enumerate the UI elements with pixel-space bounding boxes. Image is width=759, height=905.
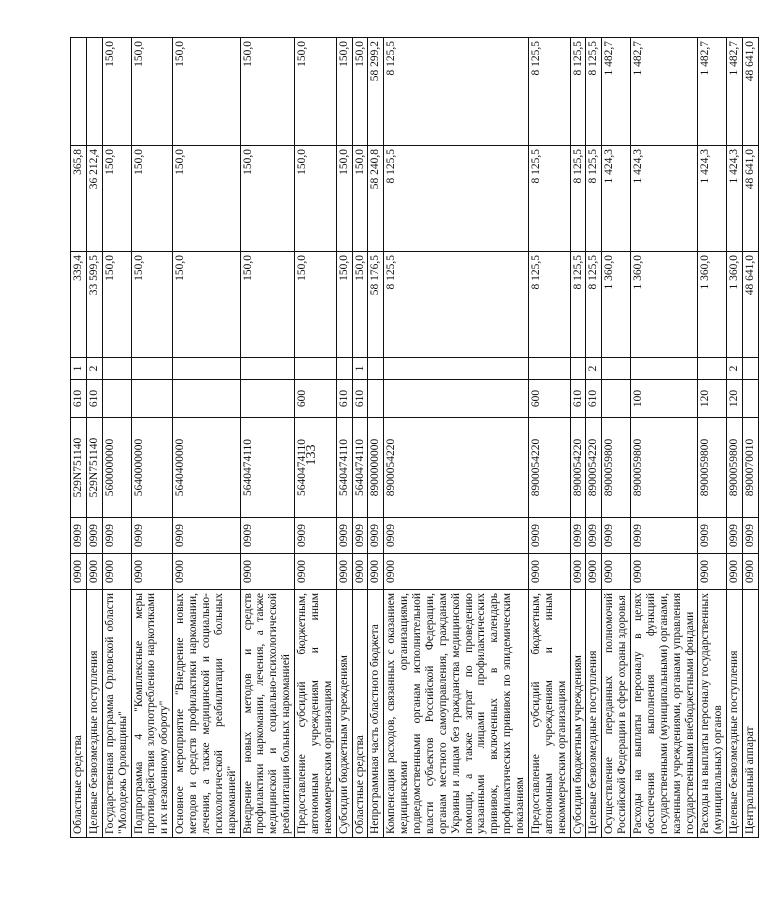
section-code: 0900 [295,554,337,590]
target-article-code: 8900059800 [727,418,743,518]
section-code: 0900 [240,554,295,590]
amount-year-3: 1 482,7 [602,38,631,146]
table-row [570,38,586,838]
amount-year-1: 150,0 [240,252,295,358]
target-article-code: 8900054220 [586,418,602,518]
expense-type-code: 120 [698,380,727,418]
source-code [131,358,173,380]
target-article-code: 5640474110 [336,418,352,518]
subsection-code: 0909 [352,518,368,554]
amount-year-2: 150,0 [102,146,131,252]
amount-year-2: 8 125,5 [586,146,602,252]
row-name: Предоставление субсидий бюджетным, автономным учреждениям и иным некоммерческим организациям [528,590,570,838]
amount-year-1: 150,0 [131,252,173,358]
page-number: 133 [304,444,319,466]
source-code: 2 [586,358,602,380]
row-name: Областные средства [352,590,368,838]
amount-year-3 [86,38,102,146]
subsection-code: 0909 [71,518,87,554]
amount-year-2: 1 424,3 [602,146,631,252]
expense-type-code: 610 [86,380,102,418]
amount-year-3: 48 641,0 [743,38,759,146]
expense-type-code [240,380,295,418]
expense-type-code [368,380,384,418]
amount-year-2: 1 424,3 [727,146,743,252]
subsection-code: 0909 [570,518,586,554]
amount-year-3: 150,0 [352,38,368,146]
subsection-code: 0909 [727,518,743,554]
section-code: 0900 [173,554,240,590]
amount-year-1: 150,0 [173,252,240,358]
subsection-code: 0909 [173,518,240,554]
source-code [528,358,570,380]
row-name: Осуществление переданных полномочий Российской Федерации в сфере охраны здоровья [602,590,631,838]
subsection-code: 0909 [368,518,384,554]
row-name: Областные средства [71,590,87,838]
amount-year-1: 150,0 [295,252,337,358]
amount-year-1: 8 125,5 [384,252,529,358]
table-row [743,38,759,838]
expense-type-code: 610 [352,380,368,418]
table-row [102,38,131,838]
target-article-code: 5640474110 [240,418,295,518]
amount-year-1: 339,4 [71,252,87,358]
table-row [368,38,384,838]
amount-year-1: 1 360,0 [602,252,631,358]
table-row [71,38,87,838]
target-article-code: 5600000000 [102,418,131,518]
table-row [698,38,727,838]
table-row [131,38,173,838]
source-code [240,358,295,380]
amount-year-2: 1 424,3 [631,146,698,252]
row-name: Компенсация расходов, связанных с оказанием медицинскими организациями, подведомственными органам исполнительной власти субъектов Российской Федерации, органам местного самоуправления, гражданам Украины и лицам без гражданства медицинской помощи, а также затрат по проведению указанными лицами профилактических прививок, включенных в календарь профилактических прививок по эпидемическим показаниям [384,590,529,838]
source-code [102,358,131,380]
amount-year-3: 58 299,2 [368,38,384,146]
section-code: 0900 [352,554,368,590]
rotated-table-container [70,38,756,838]
expense-type-code: 100 [631,380,698,418]
amount-year-1: 8 125,5 [586,252,602,358]
expense-type-code [384,380,529,418]
expense-type-code: 610 [586,380,602,418]
amount-year-2: 1 424,3 [698,146,727,252]
budget-table [70,37,759,838]
row-name: Непрограммная часть областного бюджета [368,590,384,838]
amount-year-1: 58 176,5 [368,252,384,358]
amount-year-3 [71,38,87,146]
source-code: 2 [86,358,102,380]
target-article-code: 8900059800 [602,418,631,518]
subsection-code: 0909 [698,518,727,554]
row-name: Основное мероприятие "Внедрение новых методов и средств профилактики наркомании, лечения, а также медицинской и социально-психологической реабилитации больных наркоманией" [173,590,240,838]
target-article-code: 5640400000 [173,418,240,518]
row-name: Расходы на выплаты персоналу в целях обеспечения выполнения функций государственными (муниципальными) органами, казенными учреждениями, органами управления государственными внебюджетными фондами [631,590,698,838]
expense-type-code: 120 [727,380,743,418]
row-name: Целевые безвозмездные поступления [86,590,102,838]
expense-type-code [743,380,759,418]
subsection-code: 0909 [240,518,295,554]
expense-type-code: 600 [528,380,570,418]
target-article-code: 8900070010 [743,418,759,518]
amount-year-3: 8 125,5 [570,38,586,146]
amount-year-2: 48 641,0 [743,146,759,252]
subsection-code: 0909 [631,518,698,554]
table-row [631,38,698,838]
amount-year-1: 150,0 [102,252,131,358]
source-code: 1 [352,358,368,380]
section-code: 0900 [727,554,743,590]
section-code: 0900 [71,554,87,590]
row-name: Целевые безвозмездные поступления [586,590,602,838]
expense-type-code: 610 [71,380,87,418]
section-code: 0900 [86,554,102,590]
source-code [295,358,337,380]
source-code [602,358,631,380]
amount-year-1: 33 599,5 [86,252,102,358]
source-code [631,358,698,380]
row-name: Внедрение новых методов и средств профилактики наркомании, лечения, а также медицинской и социально-психологической реабилитации больных наркоманией [240,590,295,838]
amount-year-3: 150,0 [240,38,295,146]
table-row [173,38,240,838]
source-code [384,358,529,380]
amount-year-1: 1 360,0 [698,252,727,358]
amount-year-2: 150,0 [295,146,337,252]
source-code [698,358,727,380]
table-row [336,38,352,838]
section-code: 0900 [336,554,352,590]
target-article-code: 8900059800 [698,418,727,518]
amount-year-1: 8 125,5 [570,252,586,358]
amount-year-3: 8 125,5 [586,38,602,146]
expense-type-code: 610 [570,380,586,418]
subsection-code: 0909 [602,518,631,554]
section-code: 0900 [528,554,570,590]
amount-year-3: 150,0 [173,38,240,146]
subsection-code: 0909 [384,518,529,554]
source-code [336,358,352,380]
row-name: Субсидии бюджетным учреждениям [570,590,586,838]
amount-year-3: 1 482,7 [727,38,743,146]
amount-year-3: 150,0 [295,38,337,146]
row-name: Расходы на выплаты персоналу государственных (муниципальных) органов [698,590,727,838]
section-code: 0900 [698,554,727,590]
subsection-code: 0909 [295,518,337,554]
source-code [743,358,759,380]
section-code: 0900 [570,554,586,590]
target-article-code: 8900054220 [528,418,570,518]
target-article-code: 8900000000 [368,418,384,518]
row-name: Центральный аппарат [743,590,759,838]
table-row [240,38,295,838]
table-row [727,38,743,838]
amount-year-1: 8 125,5 [528,252,570,358]
subsection-code: 0909 [131,518,173,554]
table-row [528,38,570,838]
row-name: Государственная программа Орловской области "Молодежь Орловщины" [102,590,131,838]
target-article-code: 529N751140 [71,418,87,518]
amount-year-3: 1 482,7 [698,38,727,146]
target-article-code: 5640474110 [295,418,337,518]
amount-year-2: 8 125,5 [570,146,586,252]
subsection-code: 0909 [528,518,570,554]
amount-year-1: 150,0 [336,252,352,358]
table-row [586,38,602,838]
section-code: 0900 [368,554,384,590]
target-article-code: 529N751140 [86,418,102,518]
expense-type-code [131,380,173,418]
target-article-code: 8900059800 [631,418,698,518]
source-code [570,358,586,380]
section-code: 0900 [384,554,529,590]
expense-type-code: 600 [295,380,337,418]
subsection-code: 0909 [336,518,352,554]
amount-year-3: 8 125,5 [528,38,570,146]
source-code: 1 [71,358,87,380]
amount-year-3: 1 482,7 [631,38,698,146]
amount-year-2: 150,0 [336,146,352,252]
amount-year-1: 1 360,0 [631,252,698,358]
source-code: 2 [727,358,743,380]
row-name: Субсидии бюджетным учреждениям [336,590,352,838]
source-code [173,358,240,380]
section-code: 0900 [631,554,698,590]
target-article-code: 8900054220 [570,418,586,518]
amount-year-2: 150,0 [173,146,240,252]
amount-year-2: 365,8 [71,146,87,252]
amount-year-2: 150,0 [240,146,295,252]
amount-year-1: 48 641,0 [743,252,759,358]
row-name: Подпрограмма 4 "Комплексные меры противодействия злоупотреблению наркотиками и их незаконному обороту" [131,590,173,838]
target-article-code: 5640474110 [352,418,368,518]
section-code: 0900 [743,554,759,590]
amount-year-2: 8 125,5 [528,146,570,252]
section-code: 0900 [586,554,602,590]
subsection-code: 0909 [743,518,759,554]
amount-year-3: 150,0 [102,38,131,146]
expense-type-code [102,380,131,418]
amount-year-1: 1 360,0 [727,252,743,358]
section-code: 0900 [102,554,131,590]
amount-year-3: 150,0 [131,38,173,146]
subsection-code: 0909 [586,518,602,554]
table-row [384,38,529,838]
amount-year-1: 150,0 [352,252,368,358]
target-article-code: 8900054220 [384,418,529,518]
section-code: 0900 [602,554,631,590]
expense-type-code: 610 [336,380,352,418]
source-code [368,358,384,380]
amount-year-2: 58 240,8 [368,146,384,252]
table-row [86,38,102,838]
table-body [71,38,759,838]
amount-year-3: 8 125,5 [384,38,529,146]
amount-year-2: 150,0 [352,146,368,252]
table-row [602,38,631,838]
subsection-code: 0909 [86,518,102,554]
expense-type-code [173,380,240,418]
target-article-code: 5640000000 [131,418,173,518]
amount-year-2: 36 212,4 [86,146,102,252]
subsection-code: 0909 [102,518,131,554]
table-row [352,38,368,838]
amount-year-2: 8 125,5 [384,146,529,252]
row-name: Целевые безвозмездные поступления [727,590,743,838]
amount-year-3: 150,0 [336,38,352,146]
amount-year-2: 150,0 [131,146,173,252]
table-row [295,38,337,838]
section-code: 0900 [131,554,173,590]
row-name: Предоставление субсидий бюджетным, автономным учреждениям и иным некоммерческим организациям [295,590,337,838]
expense-type-code [602,380,631,418]
